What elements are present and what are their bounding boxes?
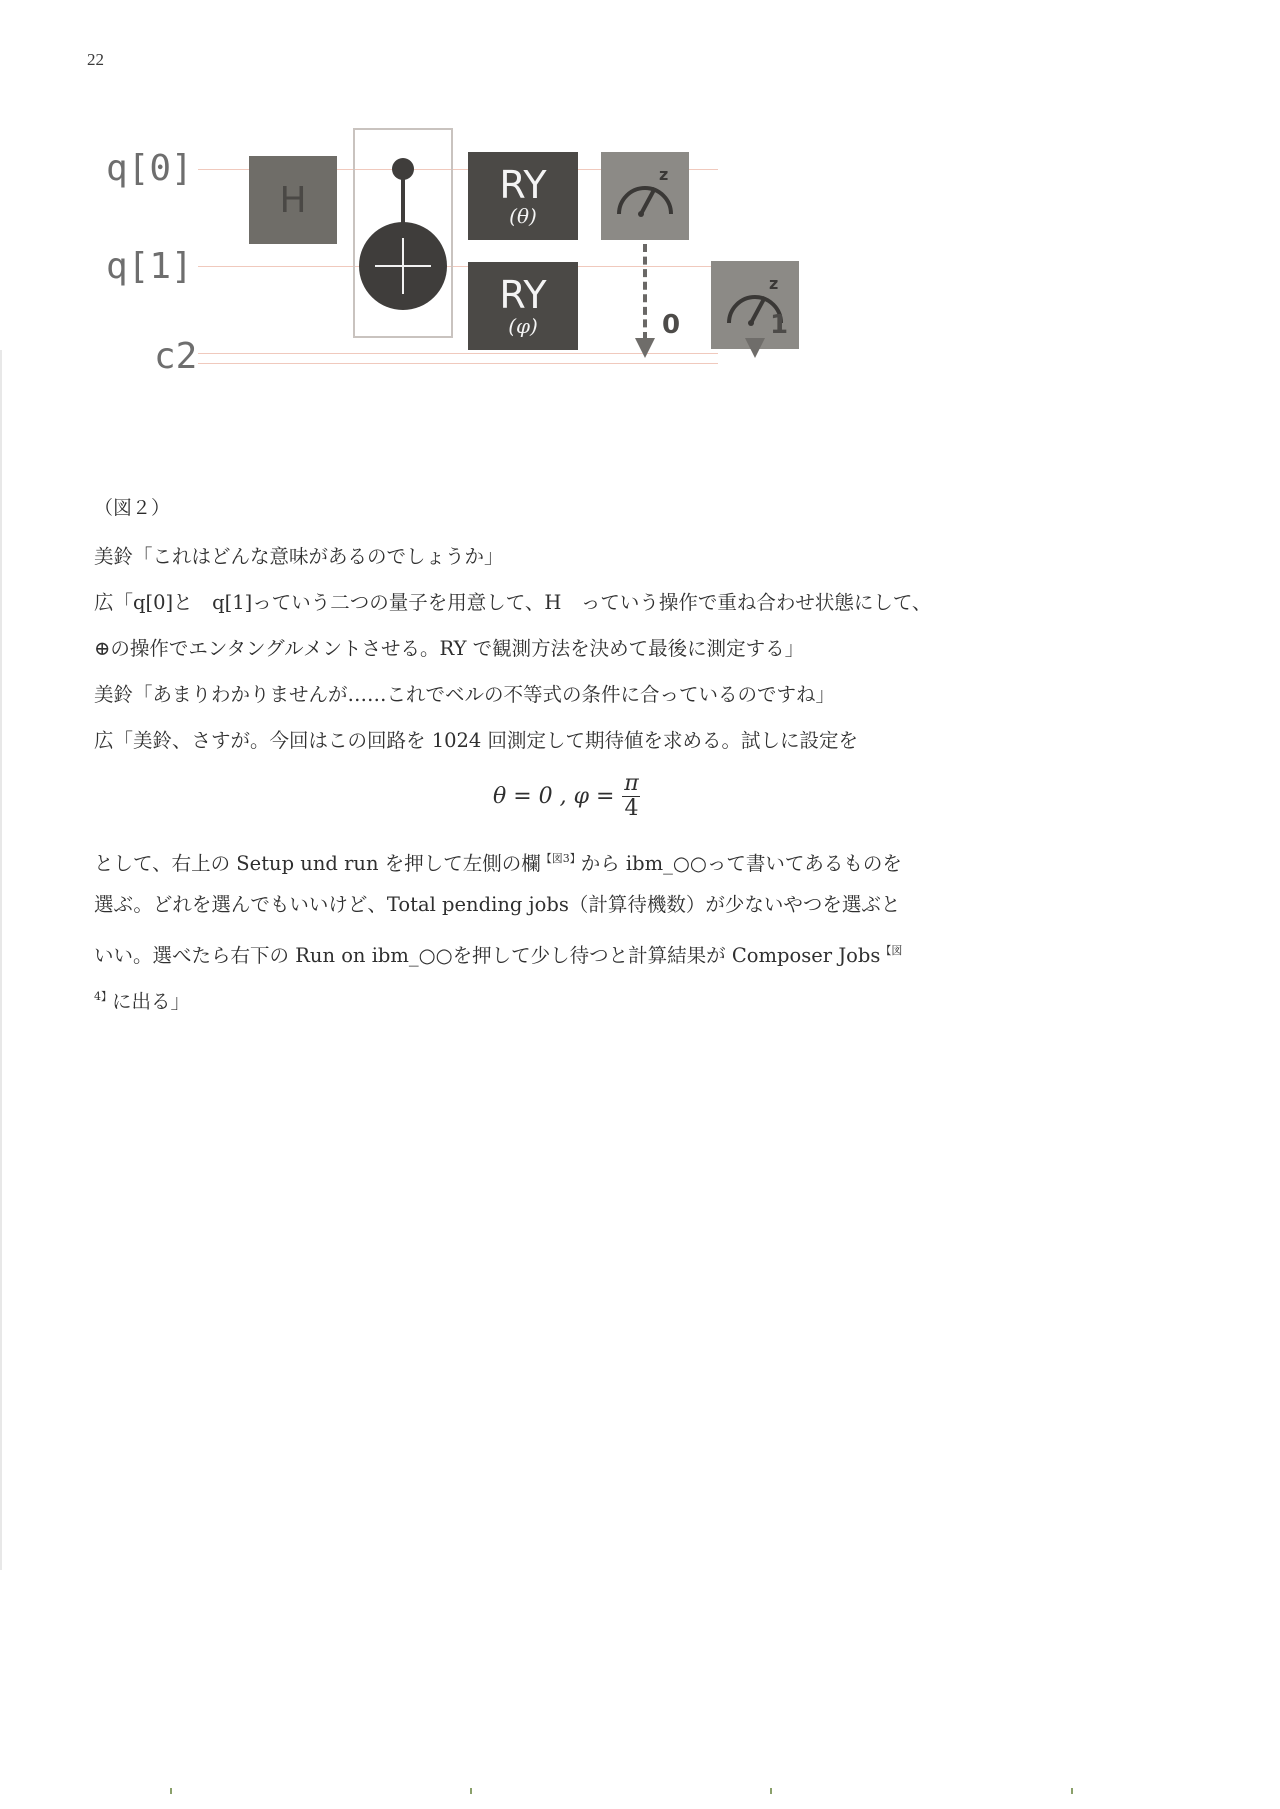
scan-mark xyxy=(470,1788,472,1794)
figure-ref-3: 【図3】 xyxy=(540,852,581,865)
scan-mark xyxy=(1071,1788,1073,1794)
arrow-down-icon xyxy=(635,338,655,358)
classical-bit-0: 0 xyxy=(662,310,681,340)
ry-theta-gate xyxy=(468,152,578,240)
dialogue-line: ⊕の操作でエンタングルメントさせる。RY で観測方法を決めて最後に測定する」 xyxy=(94,637,805,660)
measure-basis-q0: z xyxy=(659,165,669,184)
ry-phi-gate-param: (φ) xyxy=(508,314,538,338)
cnot-connector-line xyxy=(401,170,405,225)
dialogue-block xyxy=(94,534,1034,764)
ry-phi-gate xyxy=(468,262,578,350)
arrow-down-icon xyxy=(745,338,765,358)
instruction-line xyxy=(94,836,1034,882)
parameter-formula xyxy=(493,772,640,821)
dialogue-line: 美鈴「これはどんな意味があるのでしょうか」 xyxy=(94,545,504,568)
dialogue-line: 広「q[0]と q[1]っていう二つの量子を用意して、H っていう操作で重ね合わせ状態にして、 xyxy=(94,591,932,614)
page-number: 22 xyxy=(87,50,104,69)
formula-numerator: π xyxy=(624,771,639,796)
instruction-block xyxy=(94,836,1034,1020)
measure-basis-q1: z xyxy=(769,274,779,293)
hadamard-gate-label: H xyxy=(279,179,307,221)
formula-lhs: θ = 0 , φ = xyxy=(493,784,615,809)
quantum-circuit-figure xyxy=(90,140,850,440)
scan-edge-shadow xyxy=(0,350,2,1570)
dialogue-line: 広「美鈴、さすが。今回はこの回路を 1024 回測定して期待値を求める。試しに設定を xyxy=(94,729,859,752)
instruction-text: から ibm_○○って書いてあるものを xyxy=(580,852,902,875)
formula-fraction xyxy=(622,772,640,821)
hadamard-gate xyxy=(249,156,337,244)
register-label-c2: c2 xyxy=(154,336,198,377)
register-label-q0: q[0] xyxy=(106,148,193,189)
meter-icon xyxy=(601,152,689,240)
ry-phi-gate-name: RY xyxy=(499,273,547,317)
wire-c2-lower xyxy=(198,363,718,364)
figure-ref-4-start: 【図 xyxy=(880,944,903,957)
figure-caption: （図２） xyxy=(94,497,171,519)
wire-q1 xyxy=(198,266,718,267)
formula-denominator: 4 xyxy=(624,796,639,821)
measure-gate-q0 xyxy=(601,152,689,240)
instruction-text: いい。選べたら右下の Run on ibm_○○を押して少し待つと計算結果が Composer Jobs xyxy=(94,944,881,967)
ry-theta-gate-param: (θ) xyxy=(509,204,537,228)
cnot-target-icon xyxy=(359,222,447,310)
instruction-line xyxy=(94,928,1034,974)
instruction-line xyxy=(94,974,1034,1020)
scan-mark xyxy=(770,1788,772,1794)
instruction-text: として、右上の Setup und run を押して左側の欄 xyxy=(94,852,541,875)
classical-bit-1: 1 xyxy=(770,310,789,340)
measure-line-q0 xyxy=(643,244,647,340)
scan-mark xyxy=(170,1788,172,1794)
ry-theta-gate-name: RY xyxy=(499,163,547,207)
instruction-text: に出る」 xyxy=(112,990,191,1013)
register-label-q1: q[1] xyxy=(106,246,193,287)
instruction-line: 選ぶ。どれを選んでもいいけど、Total pending jobs（計算待機数）が少ないやつを選ぶと xyxy=(94,893,901,916)
figure-ref-4-end: 4】 xyxy=(94,990,112,1003)
dialogue-line: 美鈴「あまりわかりませんが……これでベルの不等式の条件に合っているのですね」 xyxy=(94,683,836,706)
